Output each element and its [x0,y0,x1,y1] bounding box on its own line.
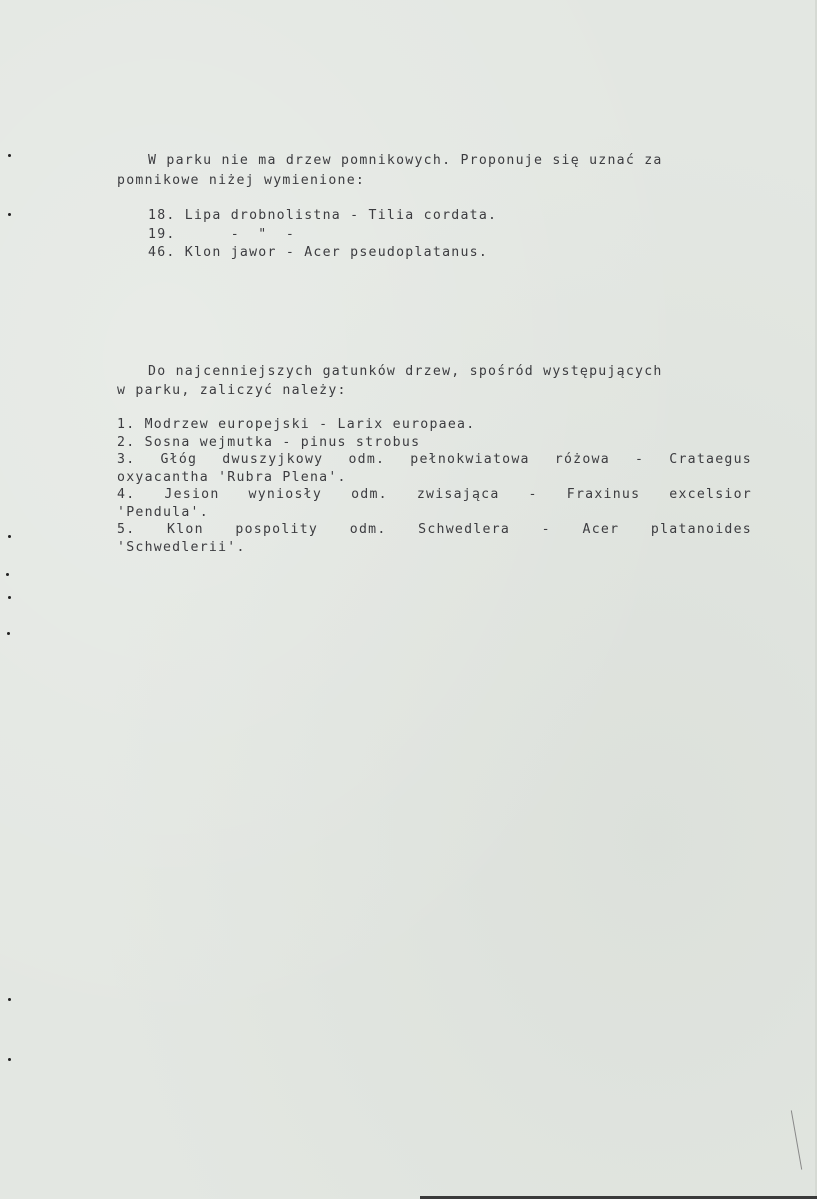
word: Jesion [164,487,220,502]
word: 4. [117,487,136,502]
word: 3. [117,452,136,467]
word: pospolity [235,522,319,537]
word: różowa [554,452,610,467]
word: zwisająca [416,487,500,502]
word: excelsior [669,487,752,502]
word: platanoides [650,522,752,537]
margin-dot [7,632,10,635]
valuable-list-item-4-line1 [117,486,752,503]
paragraph1-line1: W parku nie ma drzew pomnikowych. Proponuje się uznać za [148,153,663,168]
valuable-list-item-3-line1 [117,451,752,468]
margin-dot [8,154,11,157]
valuable-list-item-3-line2: oxyacantha 'Rubra Plena'. [117,470,347,485]
word: pełnokwiatowa [410,452,530,467]
valuable-list-item-2: 2. Sosna wejmutka - pinus strobus [117,435,421,450]
word: Fraxinus [566,487,641,502]
word: Acer [582,522,620,537]
paper-crease [791,1110,802,1169]
word: Głóg [160,452,198,467]
word: - [541,522,551,537]
paragraph2-line2: w parku, zaliczyć należy: [117,383,347,398]
valuable-list-item-5-line1 [117,521,752,538]
paragraph1-line2: pomnikowe niżej wymienione: [117,173,366,188]
margin-dot [8,1058,11,1061]
margin-dot [8,998,11,1001]
margin-dot [8,535,11,538]
margin-dot [8,213,11,216]
word: odm. [351,487,388,502]
monument-list-item: 19. - " - [148,227,296,242]
paragraph2-line1: Do najcenniejszych gatunków drzew, spośród występujących [148,364,663,379]
word: odm. [348,452,386,467]
valuable-list-item-4-line2: 'Pendula'. [117,505,209,520]
margin-dot [8,596,11,599]
valuable-list-item-5-line2: 'Schwedlerii'. [117,540,246,555]
word: dwuszyjkowy [222,452,324,467]
word: 5. [117,522,136,537]
monument-list-item: 18. Lipa drobnolistna - Tilia cordata. [148,208,498,223]
margin-dot [6,573,9,576]
word: odm. [349,522,387,537]
word: wyniosły [248,487,323,502]
word: - [528,487,538,502]
valuable-list-item-1: 1. Modrzew europejski - Larix europaea. [117,417,476,432]
word: - [635,452,645,467]
word: Schwedlera [418,522,511,537]
monument-list-item: 46. Klon jawor - Acer pseudoplatanus. [148,245,489,260]
word: Crataegus [669,452,752,467]
word: Klon [167,522,204,537]
